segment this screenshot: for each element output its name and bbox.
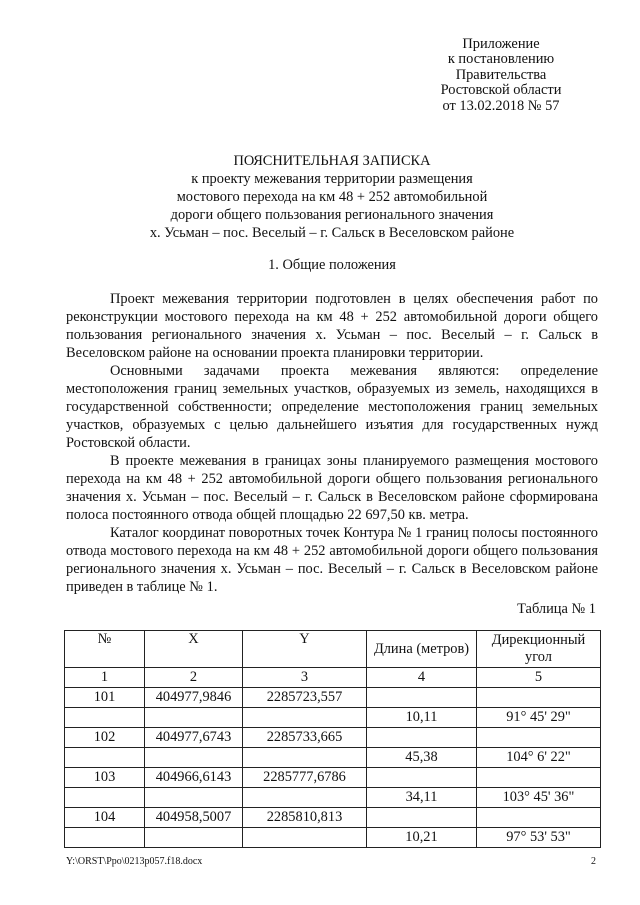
table-cell: 45,38 (367, 748, 477, 768)
table-cell: 2285810,813 (243, 808, 367, 828)
title-line: дороги общего пользования регионального значения (170, 207, 494, 223)
table-cell (477, 808, 601, 828)
table-cell (65, 828, 145, 848)
title-heading: ПОЯСНИТЕЛЬНАЯ ЗАПИСКА (233, 153, 431, 169)
table-cell (367, 728, 477, 748)
table-cell (65, 788, 145, 808)
table-cell: 34,11 (367, 788, 477, 808)
table-row (65, 808, 601, 828)
title-line: к проекту межевания территории размещения (191, 171, 473, 187)
table-cell: 102 (65, 728, 145, 748)
table-row (65, 688, 601, 708)
table-cell (477, 768, 601, 788)
paragraph: Основными задачами проекта межевания являются: определение местоположения границ земельных участков, образуемых из земель, находящихся в государственной собственности; определение местоположения границ земельных участков, образуемых с целью дальнейшего изъятия для государственных нужд Ростовской области. (66, 363, 598, 451)
table-header-cell: Y (243, 631, 367, 668)
title-line: х. Усьман – пос. Веселый – г. Сальск в Веселовском районе (149, 225, 515, 241)
appendix-line: Правительства (455, 66, 547, 83)
table-header-cell: Длина (метров) (367, 631, 477, 668)
table-cell (367, 688, 477, 708)
table-cell: 10,11 (367, 708, 477, 728)
table-cell (367, 808, 477, 828)
table-cell: 404966,6143 (145, 768, 243, 788)
paragraph: Каталог координат поворотных точек Контура № 1 границ полосы постоянного отвода мостового перехода на км 48 + 252 автомобильной дороги общего пользования регионального значения х. Усьман – пос. Веселый – г. Сальск в Веселовском районе приведен в таблице № 1. (66, 525, 598, 595)
document-title (64, 152, 600, 242)
table-cell (145, 788, 243, 808)
table-row (65, 768, 601, 788)
appendix-line: от 13.02.2018 № 57 (442, 97, 560, 114)
paragraph: Проект межевания территории подготовлен в целях обеспечения работ по реконструкции мостового перехода на км 48 + 252 автомобильной дороги общего пользования регионального значения х. Усьман – пос. Веселый – г. Сальск в Веселовском районе на основании проекта планировки территории. (66, 291, 598, 361)
table-cell: 2285733,665 (243, 728, 367, 748)
table-cell: 103 (65, 768, 145, 788)
table-cell: 103° 45' 36" (477, 788, 601, 808)
paragraph: В проекте межевания в границах зоны планируемого размещения мостового перехода на км 48 + 252 автомобильной дороги общего пользования регионального значения х. Усьман – пос. Веселый – г. Сальск в Веселовском районе сформирована полоса постоянного отвода общей площадью 22 697,50 кв. метра. (66, 453, 598, 523)
table-cell (65, 748, 145, 768)
table-cell: 97° 53' 53" (477, 828, 601, 848)
table-row (65, 788, 601, 808)
table-column-numbers-row (65, 668, 601, 688)
table-row (65, 828, 601, 848)
table-cell (145, 828, 243, 848)
appendix-block (418, 37, 584, 114)
table-cell (243, 708, 367, 728)
page-number: 2 (591, 856, 596, 867)
table-cell (477, 728, 601, 748)
table-row (65, 708, 601, 728)
table-cell (243, 788, 367, 808)
table-cell: 2285723,557 (243, 688, 367, 708)
column-number: 2 (145, 668, 243, 688)
table-caption: Таблица № 1 (517, 601, 596, 617)
table-header-row (65, 631, 601, 668)
table-cell (145, 748, 243, 768)
table-cell (65, 708, 145, 728)
appendix-line: к постановлению (447, 51, 555, 68)
title-line: мостового перехода на км 48 + 252 автомобильной (176, 189, 488, 205)
table-cell: 91° 45' 29" (477, 708, 601, 728)
table-cell (477, 688, 601, 708)
body-text (66, 290, 598, 596)
column-number: 1 (65, 668, 145, 688)
table-cell (243, 828, 367, 848)
table-cell: 404977,9846 (145, 688, 243, 708)
column-number: 4 (367, 668, 477, 688)
table-cell: 101 (65, 688, 145, 708)
table-cell (367, 768, 477, 788)
section-heading: 1. Общие положения (268, 257, 396, 273)
table-cell: 10,21 (367, 828, 477, 848)
table-cell: 404977,6743 (145, 728, 243, 748)
column-number: 3 (243, 668, 367, 688)
appendix-line: Ростовской области (440, 82, 562, 99)
column-number: 5 (477, 668, 601, 688)
footer-file-path: Y:\ORST\Ppo\0213p057.f18.docx (66, 856, 203, 867)
coordinates-table (64, 630, 601, 848)
table-cell: 404958,5007 (145, 808, 243, 828)
table-cell: 2285777,6786 (243, 768, 367, 788)
table-cell: 104° 6' 22" (477, 748, 601, 768)
table-row (65, 748, 601, 768)
table-cell (145, 708, 243, 728)
table-header-cell: X (145, 631, 243, 668)
table-header-cell: № (65, 631, 145, 668)
table-cell: 104 (65, 808, 145, 828)
table-cell (243, 748, 367, 768)
table-row (65, 728, 601, 748)
appendix-line: Приложение (462, 36, 540, 52)
table-header-cell: Дирекционный угол (477, 631, 601, 668)
